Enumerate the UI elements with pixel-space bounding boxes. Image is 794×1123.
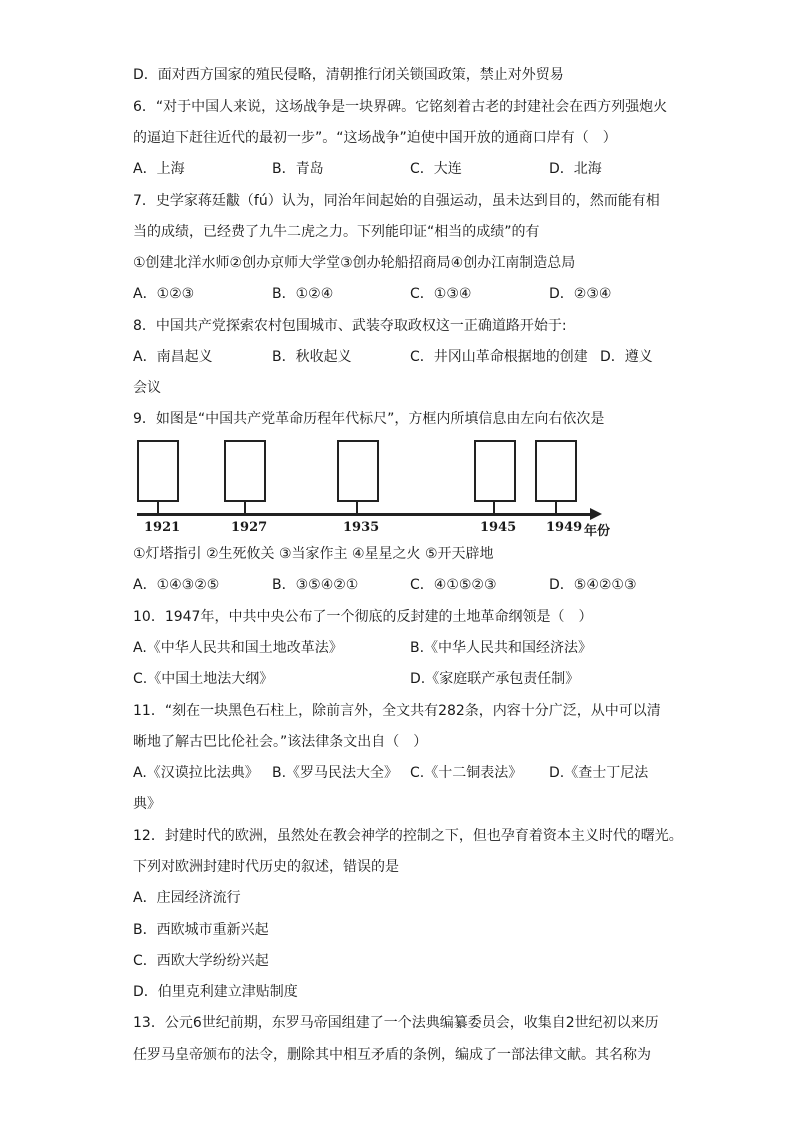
timeline-box-4 (474, 440, 516, 502)
timeline-year-1: 1921 (144, 520, 181, 535)
q9-items: ①灯塔指引 ②生死攸关 ③当家作主 ④星星之火 ⑤开天辟地 (133, 546, 494, 562)
q6-stem-line2: 的逼迫下赶往近代的最初一步”。“这场战争”迫使中国开放的通商口岸有（ ） (133, 130, 617, 146)
q9-option-c: C．④①⑤②③ (410, 577, 497, 593)
q11-option-d-cont: 典》 (133, 796, 161, 812)
q10-option-d: D.《家庭联产承包责任制》 (410, 671, 580, 687)
timeline-box-5 (535, 440, 577, 502)
q11-option-a: A.《汉谟拉比法典》 (133, 765, 259, 781)
q11-stem-line1: 11．“刻在一块黑色石柱上，除前言外，全文共有282条，内容十分广泛，从中可以清 (133, 703, 661, 719)
q9-option-b: B．③⑤④②① (272, 577, 359, 593)
q7-items: ①创建北洋水师②创办京师大学堂③创办轮船招商局④创办江南制造总局 (133, 255, 576, 271)
q6-option-b: B．青岛 (272, 161, 324, 177)
q11-stem-line2: 晰地了解古巴比伦社会。”该法律条文出自（ ） (133, 734, 428, 750)
q8-option-c: C．井冈山革命根据地的创建 (410, 349, 588, 365)
q11-option-b: B.《罗马民法大全》 (272, 765, 399, 781)
q10-stem: 10．1947年，中共中央公布了一个彻底的反封建的土地革命纲领是（ ） (133, 609, 593, 625)
timeline-year-4: 1945 (480, 520, 517, 535)
q9-option-a: A．①④③②⑤ (133, 577, 220, 593)
q12-stem-line1: 12．封建时代的欧洲，虽然处在教会神学的控制之下，但也孕育着资本主义时代的曙光。 (133, 828, 683, 844)
q12-stem-line2: 下列对欧洲封建时代历史的叙述，错误的是 (133, 859, 399, 875)
q8-stem: 8．中国共产党探索农村包围城市、武装夺取政权这一正确道路开始于: (133, 318, 567, 334)
timeline-box-3 (337, 440, 379, 502)
q7-option-d: D．②③④ (549, 286, 612, 302)
q7-option-a: A．①②③ (133, 286, 195, 302)
timeline-stem-3 (356, 500, 358, 514)
q9-option-d: D．⑤④②①③ (549, 577, 637, 593)
q8-options (133, 347, 693, 367)
q7-stem-line1: 7．史学家蒋廷黻（fú）认为，同治年间起始的自强运动，虽未达到目的，然而能有相 (133, 193, 660, 209)
timeline-stem-4 (493, 500, 495, 514)
q8-option-b: B．秋收起义 (272, 349, 352, 365)
q12-option-d: D．伯里克利建立津贴制度 (133, 984, 298, 1000)
q6-option-c: C．大连 (410, 161, 462, 177)
q10-option-c: C.《中国土地法大纲》 (133, 671, 274, 687)
q11-options (133, 763, 693, 783)
q11-option-d: D.《查士丁尼法 (549, 765, 649, 781)
q10-option-a: A.《中华人民共和国土地改革法》 (133, 640, 343, 656)
q13-stem-line1: 13．公元6世纪前期，东罗马帝国组建了一个法典编纂委员会，收集自2世纪初以来历 (133, 1015, 659, 1031)
timeline-box-2 (224, 440, 266, 502)
timeline-year-2: 1927 (231, 520, 268, 535)
q9-stem: 9．如图是“中国共产党革命历程年代标尺”，方框内所填信息由左向右依次是 (133, 411, 605, 427)
q12-option-b: B．西欧城市重新兴起 (133, 922, 269, 938)
q6-option-a: A．上海 (133, 161, 185, 177)
q8-option-a: A．南昌起义 (133, 349, 213, 365)
timeline-arrow-icon (590, 508, 602, 520)
q5-option-d: D．面对西方国家的殖民侵略，清朝推行闭关锁国政策，禁止对外贸易 (133, 67, 564, 83)
timeline-stem-5 (555, 500, 557, 514)
q6-stem-line1: 6．“对于中国人来说，这场战争是一块界碑。它铭刻着古老的封建社会在西方列强炮火 (133, 99, 668, 115)
timeline-axis-label: 年份 (584, 524, 611, 539)
timeline-axis (137, 513, 592, 516)
q8-option-d: D．遵义 (600, 349, 653, 365)
q7-stem-line2: 当的成绩，已经费了九牛二虎之力。下列能印证“相当的成绩”的有 (133, 224, 540, 240)
timeline-box-1 (137, 440, 179, 502)
q7-option-b: B．①②④ (272, 286, 334, 302)
timeline-year-3: 1935 (343, 520, 380, 535)
q6-option-d: D．北海 (549, 161, 602, 177)
timeline-stem-2 (244, 500, 246, 514)
q10-option-b: B.《中华人民共和国经济法》 (410, 640, 593, 656)
q8-option-d-cont: 会议 (133, 380, 161, 396)
q7-options (133, 284, 693, 304)
timeline-year-5: 1949 (546, 520, 583, 535)
q10-options-row2 (133, 669, 693, 689)
q10-options-row1 (133, 638, 693, 658)
q12-option-c: C．西欧大学纷纷兴起 (133, 953, 269, 969)
q12-option-a: A．庄园经济流行 (133, 890, 241, 906)
q6-options (133, 159, 693, 179)
q13-stem-line2: 任罗马皇帝颁布的法令，删除其中相互矛盾的条例，编成了一部法律文献。其名称为 (133, 1047, 651, 1063)
q9-options (133, 575, 693, 595)
q11-option-c: C.《十二铜表法》 (410, 765, 523, 781)
q7-option-c: C．①③④ (410, 286, 472, 302)
timeline-stem-1 (157, 500, 159, 514)
